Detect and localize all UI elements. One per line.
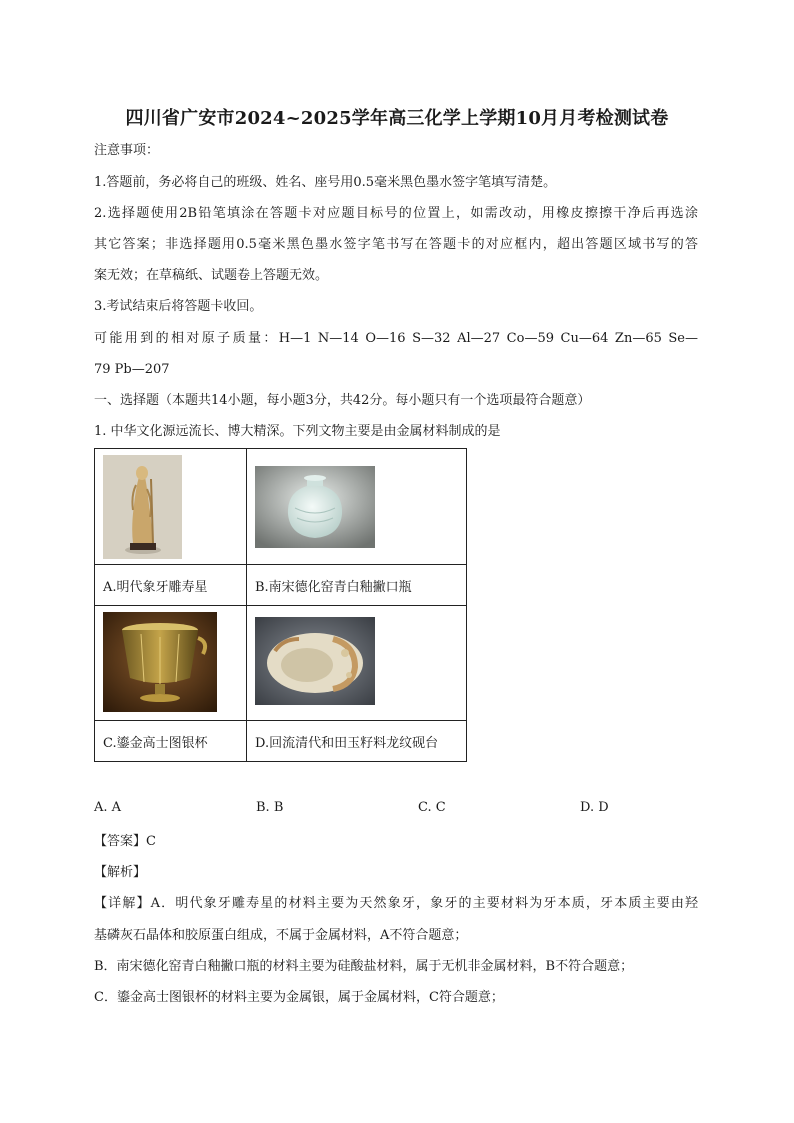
artifact-b-image-cell [247,449,467,565]
artifact-c-caption: C.鎏金高士图银杯 [95,721,247,762]
artifact-b-caption: B.南宋德化窑青白釉撇口瓶 [247,565,467,606]
option-d: D. D [580,800,609,815]
notice-item-2-line-3: 案无效；在草稿纸、试题卷上答题无效。 [94,268,329,283]
notice-item-1: 1.答题前，务必将自己的班级、姓名、座号用0.5毫米黑色墨水签字笔填写清楚。 [94,175,557,190]
notice-item-3: 3.考试结束后将答题卡收回。 [94,299,263,314]
analysis-line-1: 【详解】A．明代象牙雕寿星的材料主要为天然象牙，象牙的主要材料为牙本质，牙本质主要由羟 [94,896,698,911]
page-title: 四川省广安市2024~2025学年高三化学上学期10月月考检测试卷 [125,108,669,129]
answer: 【答案】C [94,834,156,849]
analysis-line-2: 基磷灰石晶体和胶原蛋白组成，不属于金属材料，A不符合题意； [94,928,468,943]
celadon-vase-photo [255,466,375,548]
option-b: B. B [256,800,284,815]
gilt-silver-cup-photo [103,612,217,712]
notice-item-2-line-2: 其它答案；非选择题用0.5毫米黑色墨水签字笔书写在答题卡的对应框内，超出答题区域书写的答 [94,237,698,252]
artifact-a-caption: A.明代象牙雕寿星 [95,565,247,606]
artifact-d-image-cell [247,606,467,721]
question-1-stem: 1. 中华文化源远流长、博大精深。下列文物主要是由金属材料制成的是 [94,424,501,439]
notice-heading: 注意事项： [94,143,160,158]
atomic-masses-line-2: 79 Pb—207 [94,362,170,377]
option-a: A. A [94,800,122,815]
artifact-d-caption: D.回流清代和田玉籽料龙纹砚台 [247,721,467,762]
option-c: C. C [418,800,446,815]
artifact-table [94,448,467,762]
analysis-line-4: C．鎏金高士图银杯的材料主要为金属银，属于金属材料，C符合题意； [94,990,504,1005]
atomic-masses-line-1: 可能用到的相对原子质量：H—1 N—14 O—16 S—32 Al—27 Co—59 Cu—64 Zn—65 Se— [94,331,698,346]
section-heading: 一、选择题（本题共14小题，每小题3分，共42分。每小题只有一个选项最符合题意） [94,393,591,408]
notice-item-2-line-1: 2.选择题使用2B铅笔填涂在答题卡对应题目标号的位置上，如需改动，用橡皮擦擦干净后再选涂 [94,206,698,221]
artifact-a-image-cell [95,449,247,565]
analysis-line-3: B．南宋德化窑青白釉撇口瓶的材料主要为硅酸盐材料，属于无机非金属材料，B不符合题意； [94,959,634,974]
artifact-c-image-cell [95,606,247,721]
ivory-figure-photo [103,455,182,559]
analysis-heading: 【解析】 [94,865,147,880]
jade-inkstone-photo [255,617,375,705]
